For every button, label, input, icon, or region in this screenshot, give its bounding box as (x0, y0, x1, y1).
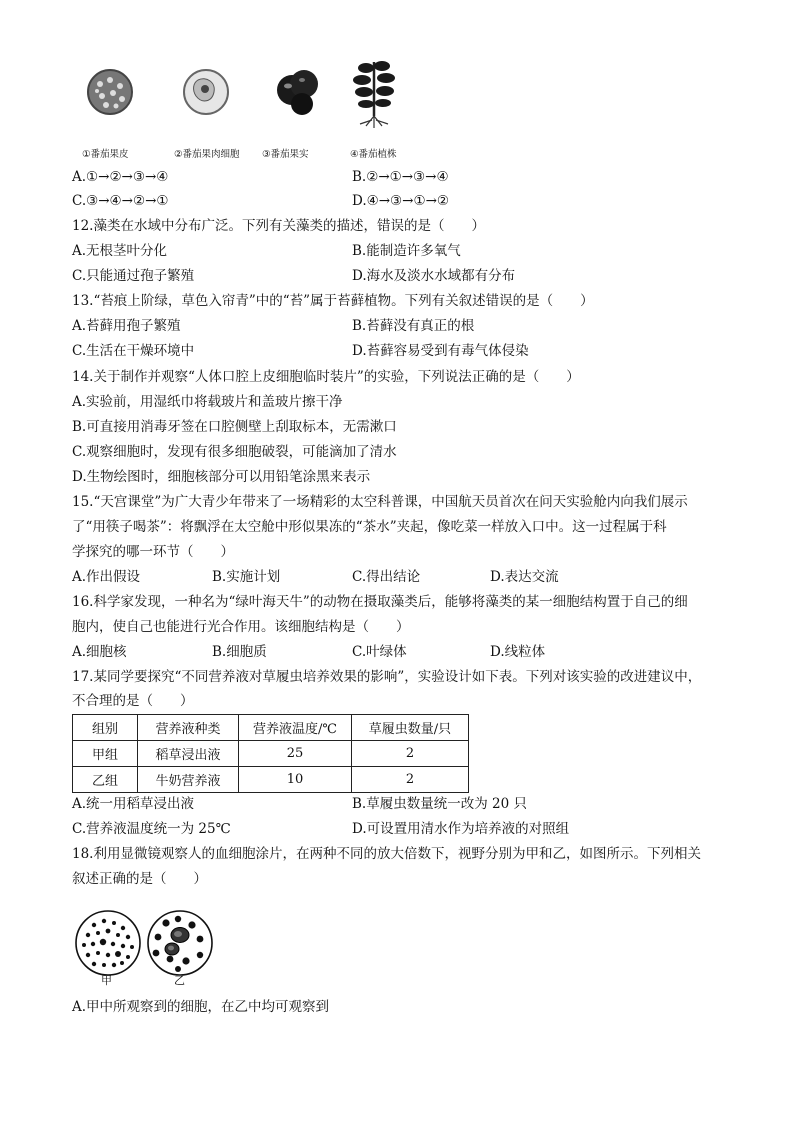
q11-option-c: C.③→④→②→① (72, 193, 169, 209)
q12-option-a: A.无根茎叶分化 (72, 243, 168, 259)
q15-option-d: D.表达交流 (490, 569, 559, 585)
q11-option-a: A.①→②→③→④ (72, 169, 169, 185)
q16-stem-line-2: 胞内，使自己也能进行光合作用。该细胞结构是（ ） (72, 619, 410, 635)
q17-stem-line-1: 17.某同学要探究“不同营养液对草履虫培养效果的影响”，实验设计如下表。下列对该实验的改进建议中， (72, 669, 702, 685)
q13-option-c: C.生活在干燥环境中 (72, 343, 195, 359)
q15-stem-line-3: 学探究的哪一环节（ ） (72, 544, 234, 560)
q11-option-d: D.④→③→①→② (352, 193, 449, 209)
label-jia: 甲 (101, 974, 112, 987)
q16-option-a: A.细胞核 (72, 644, 127, 660)
table-header-cell: 营养液种类 (138, 715, 239, 741)
caption-tomato-peel: ①番茄果皮 (82, 149, 129, 160)
table-cell: 2 (352, 767, 469, 793)
field-yi (148, 911, 212, 975)
q17-option-d: D.可设置用清水作为培养液的对照组 (352, 821, 570, 837)
q14-option-d: D.生物绘图时，细胞核部分可以用铅笔涂黑来表示 (72, 469, 371, 485)
table-row (73, 767, 469, 793)
q16-option-c: C.叶绿体 (352, 644, 407, 660)
q13-stem: 13.“苔痕上阶绿，草色入帘青”中的“苔”属于苔藓植物。下列有关叙述错误的是（ ） (72, 293, 594, 309)
tomato-plant-image (348, 54, 428, 138)
q12-option-b: B.能制造许多氧气 (352, 243, 461, 259)
q16-option-d: D.线粒体 (490, 644, 546, 660)
q15-option-c: C.得出结论 (352, 569, 421, 585)
q14-option-a: A.实验前，用湿纸巾将载玻片和盖玻片擦干净 (72, 394, 343, 410)
caption-tomato-pulp-cell: ②番茄果肉细胞 (174, 149, 240, 160)
q13-option-b: B.苔藓没有真正的根 (352, 318, 475, 334)
q14-stem: 14.关于制作并观察“人体口腔上皮细胞临时装片”的实验，下列说法正确的是（ ） (72, 369, 580, 385)
caption-tomato-plant: ④番茄植株 (350, 149, 397, 160)
q16-option-b: B.细胞质 (212, 644, 267, 660)
q15-stem-line-1: 15.“天宫课堂”为广大青少年带来了一场精彩的太空科普课，中国航天员首次在问天实验舱内向我们展示 (72, 494, 688, 510)
table-header-cell: 营养液温度/℃ (239, 715, 352, 741)
tomato-pulp-cell-image (176, 62, 256, 142)
q14-option-b: B.可直接用消毒牙签在口腔侧壁上刮取标本，无需漱口 (72, 419, 397, 435)
table-cell: 10 (239, 767, 352, 793)
table-header-cell: 草履虫数量/只 (352, 715, 469, 741)
q14-option-c: C.观察细胞时，发现有很多细胞破裂，可能滴加了清水 (72, 444, 397, 460)
field-jia (76, 911, 140, 975)
q15-stem-line-2: 了“用筷子喝茶”：将飘浮在太空舱中形似果冻的“茶水”夹起，像吃菜一样放入口中。这一过程属于科 (72, 519, 667, 535)
table-cell: 25 (239, 741, 352, 767)
q13-option-d: D.苔藓容易受到有毒气体侵染 (352, 343, 529, 359)
q13-option-a: A.苔藓用孢子繁殖 (72, 318, 181, 334)
q18-option-a: A.甲中所观察到的细胞，在乙中均可观察到 (72, 999, 330, 1015)
q17-option-b: B.草履虫数量统一改为 20 只 (352, 796, 527, 812)
q15-option-b: B.实施计划 (212, 569, 281, 585)
caption-tomato-fruit: ③番茄果实 (262, 149, 309, 160)
table-header-row (73, 715, 469, 741)
table-cell: 乙组 (73, 767, 138, 793)
table-header-cell: 组别 (73, 715, 138, 741)
q16-stem-line-1: 16.科学家发现，一种名为“绿叶海天牛”的动物在摄取藻类后，能够将藻类的某一细胞结构置于自己的细 (72, 594, 688, 610)
q17-option-c: C.营养液温度统一为 25℃ (72, 821, 231, 837)
q15-option-a: A.作出假设 (72, 569, 141, 585)
q12-option-c: C.只能通过孢子繁殖 (72, 268, 195, 284)
q17-experiment-table (72, 714, 469, 793)
q11-option-b: B.②→①→③→④ (352, 169, 449, 185)
tomato-fruit-image (268, 62, 348, 142)
q17-option-a: A.统一用稻草浸出液 (72, 796, 195, 812)
tomato-peel-image (80, 62, 160, 142)
table-cell: 稻草浸出液 (138, 741, 239, 767)
table-cell: 2 (352, 741, 469, 767)
q18-stem-line-2: 叙述正确的是（ ） (72, 871, 207, 887)
table-cell: 甲组 (73, 741, 138, 767)
table-row (73, 741, 469, 767)
tomato-figure (80, 62, 410, 162)
table-cell: 牛奶营养液 (138, 767, 239, 793)
q18-stem-line-1: 18.利用显微镜观察人的血细胞涂片，在两种不同的放大倍数下，视野分别为甲和乙，如图所示。下列相关 (72, 846, 701, 862)
q17-stem-line-2: 不合理的是（ ） (72, 693, 194, 709)
q12-option-d: D.海水及淡水水域都有分布 (352, 268, 516, 284)
label-yi: 乙 (174, 974, 185, 987)
q12-stem: 12.藻类在水域中分布广泛。下列有关藻类的描述，错误的是（ ） (72, 218, 485, 234)
microscope-fields-figure (74, 898, 224, 994)
